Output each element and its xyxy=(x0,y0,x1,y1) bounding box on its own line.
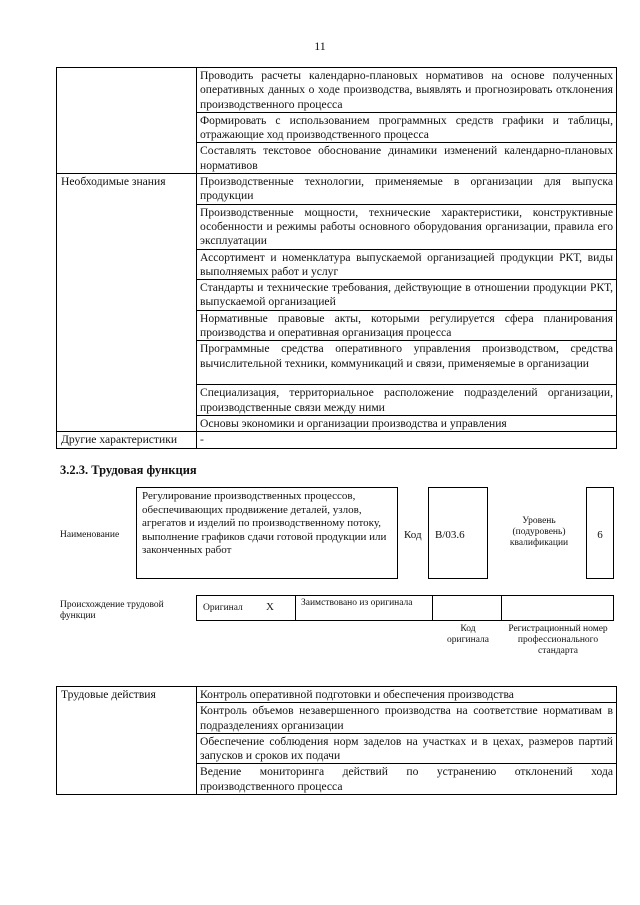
table-row: Программные средства оперативного управления производством, средства вычислительной техники, коммуникаций и связи, применяемые в организации xyxy=(197,341,617,385)
level-box xyxy=(586,487,614,579)
page-number: 11 xyxy=(314,39,326,53)
table-row: Формировать с использованием программных средств графики и таблицы, отражающие ход производственного процесса xyxy=(197,112,617,143)
section-heading: 3.2.3. Трудовая функция xyxy=(60,463,197,477)
table-row: Основы экономики и организации производства и управления xyxy=(197,415,617,431)
table-row: Производственные мощности, технические характеристики, конструктивные особенности и режимы работы основного оборудования организации, правила его эксплуатации xyxy=(197,204,617,249)
table-row: Контроль объемов незавершенного производства на соответствие нормативам в подразделениях организации xyxy=(197,703,617,734)
table-row: Составлять текстовое обоснование динамики изменений календарно-плановых нормативов xyxy=(197,143,617,174)
table-row: Нормативные правовые акты, которыми регулируется сфера планирования производства и оперативная организация процесса xyxy=(197,310,617,341)
actions-label: Трудовые действия xyxy=(57,687,197,795)
code-caption: Код оригинала xyxy=(447,624,489,645)
table-row: Ассортимент и номенклатура выпускаемой организацией продукции РКТ, виды выполняемых работ и услуг xyxy=(197,249,617,280)
origin-divider xyxy=(432,595,433,621)
original-label: Оригинал xyxy=(203,603,243,613)
reg-caption: Регистрационный номер профессионального стандарта xyxy=(508,624,608,656)
borrowed-label: Заимствовано из оригинала xyxy=(301,598,413,608)
code-label: Код xyxy=(404,529,422,541)
table-row: Контроль оперативной подготовки и обеспечения производства xyxy=(197,687,617,703)
level-value: 6 xyxy=(597,529,603,541)
knowledge-label: Необходимые знания xyxy=(57,174,197,432)
code-box xyxy=(428,487,488,579)
table-row: Стандарты и технические требования, действующие в отношении продукции РКТ, выпускаемой организацией xyxy=(197,280,617,311)
origin-label: Происхождение трудовой функции xyxy=(60,600,164,621)
function-name-box xyxy=(136,487,398,579)
origin-divider xyxy=(501,595,502,621)
original-mark: X xyxy=(266,601,274,613)
actions-table xyxy=(56,686,617,795)
other-value: - xyxy=(197,432,617,448)
code-value: B/03.6 xyxy=(435,529,465,541)
table-row: Обеспечение соблюдения норм заделов на участках и в цехах, размеров партий запусков и сроков их подачи xyxy=(197,733,617,764)
actions-label-cell xyxy=(57,68,197,174)
table-row: Производственные технологии, применяемые в организации для выпуска продукции xyxy=(197,174,617,205)
name-label: Наименование xyxy=(60,530,120,540)
function-name: Регулирование производственных процессов, обеспечивающих продвижение деталей, узлов, агрегатов и изделий по производственному потоку, выполнение графиков сдачи готовой продукции или законченных работ xyxy=(142,490,387,557)
origin-divider xyxy=(295,595,296,621)
knowledge-table xyxy=(56,67,617,449)
level-label: Уровень (подуровень) квалификации xyxy=(509,516,569,548)
table-row: Ведение мониторинга действий по устранению отклонений хода производственного процесса xyxy=(197,764,617,795)
table-row: Специализация, территориальное расположение подразделений организации, производственные связи между ними xyxy=(197,385,617,416)
other-label: Другие характеристики xyxy=(57,432,197,448)
table-row: Проводить расчеты календарно-плановых нормативов на основе полученных оперативных данных о ходе производства, выявлять и прогнозировать отклонения производственного процесса xyxy=(197,68,617,113)
